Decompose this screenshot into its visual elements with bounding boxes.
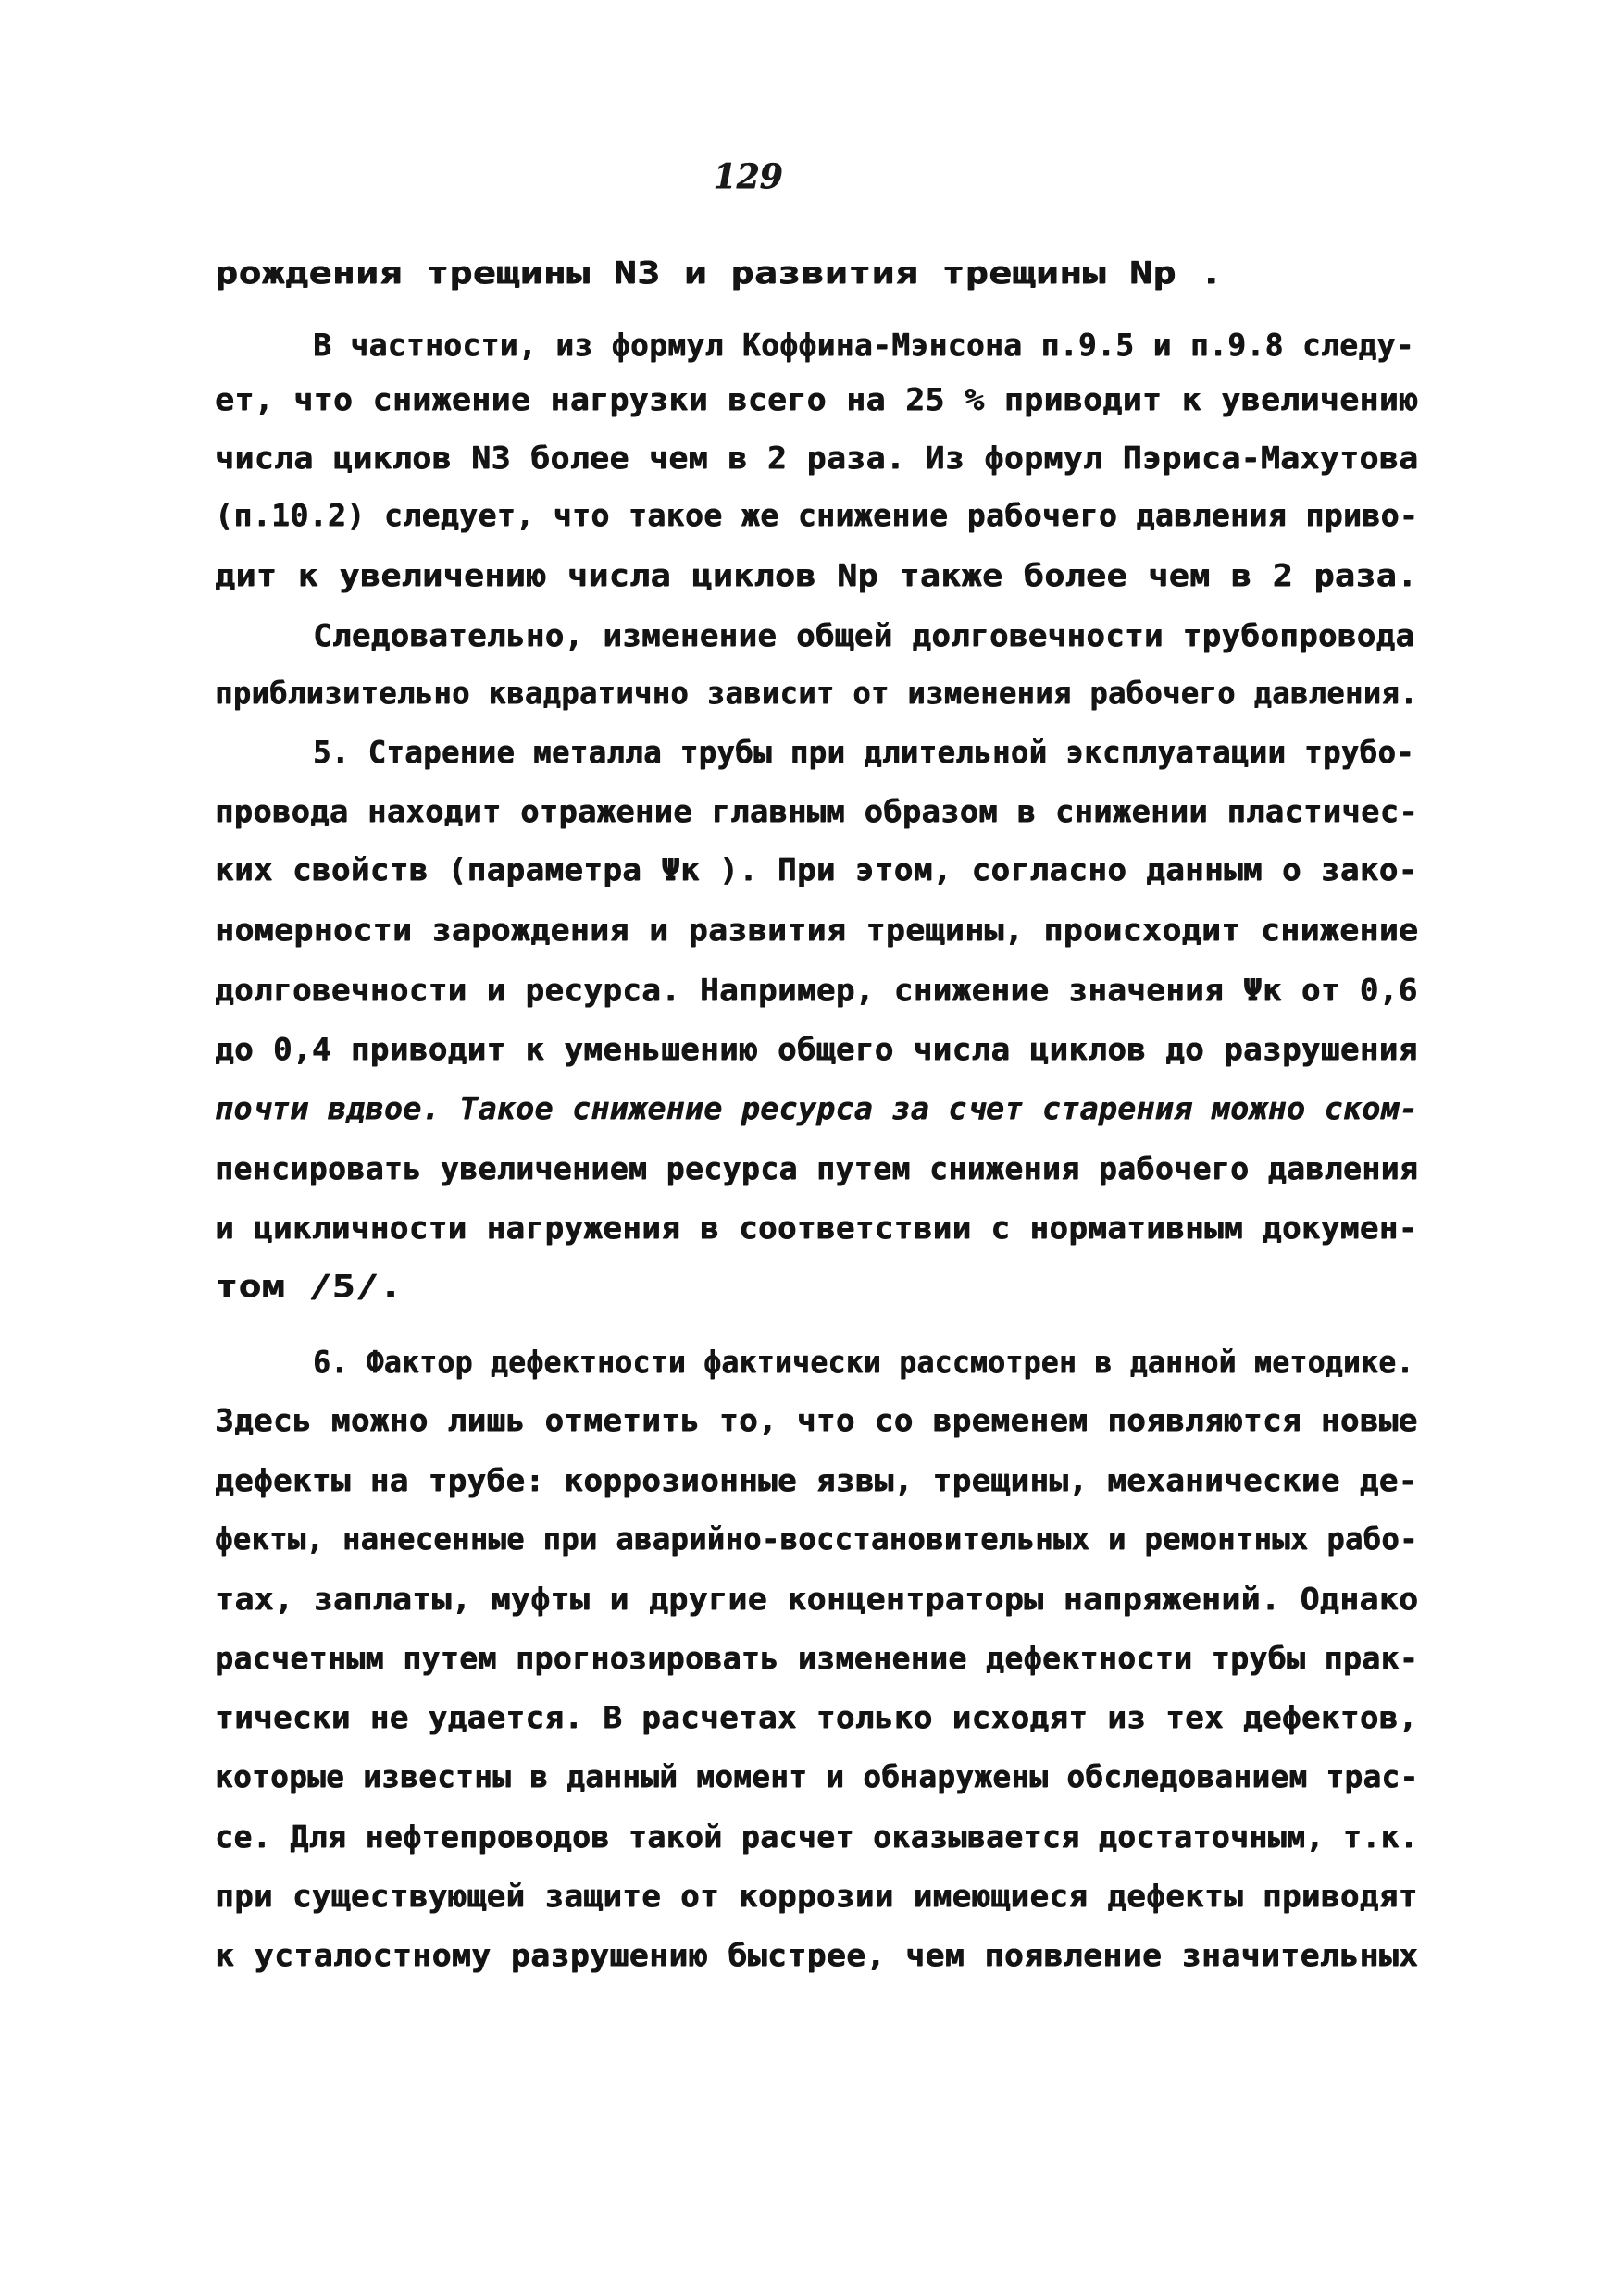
text-line-3: ет, что снижение нагрузки всего на 25 % приводит к увеличению: [215, 381, 1419, 417]
text-line-14: до 0,4 приводит к уменьшению общего числа циклов до разрушения: [215, 1031, 1418, 1067]
text-line-29: к усталостному разрушению быстрее, чем появление значительных: [215, 1937, 1419, 1973]
text-line-15: почти вдвое. Такое снижение ресурса за счет старения можно ском-: [215, 1090, 1419, 1126]
text-line-18: том /5/.: [215, 1268, 403, 1304]
text-line-13: долговечности и ресурса. Например, снижение значения Ψк от 0,6: [215, 972, 1418, 1008]
text-line-28: при существующей защите от коррозии имеющиеся дефекты приводят: [215, 1878, 1418, 1914]
text-line-12: номерности зарождения и развития трещины, происходит снижение: [215, 912, 1419, 948]
text-line-7: Следовательно, изменение общей долговечности трубопровода: [313, 617, 1415, 653]
text-line-24: расчетным путем прогнозировать изменение дефектности трубы прак-: [215, 1640, 1419, 1676]
text-line-5: (п.10.2) следует, что такое же снижение рабочего давления приво-: [215, 497, 1419, 533]
text-line-2: В частности, из формул Коффина-Мэнсона п.9.5 и п.9.8 следу-: [313, 327, 1414, 363]
text-line-4: числа циклов N3 более чем в 2 раза. Из формул Пэриса-Махутова: [215, 440, 1419, 476]
text-line-22: фекты, нанесенные при аварийно-восстановительных и ремонтных рабо-: [215, 1520, 1418, 1557]
text-line-9: 5. Старение металла трубы при длительной эксплуатации трубо-: [313, 734, 1415, 770]
text-line-21: дефекты на трубе: коррозионные язвы, трещины, механические де-: [215, 1462, 1418, 1498]
text-line-17: и цикличности нагружения в соответствии с нормативным докумен-: [215, 1210, 1418, 1246]
text-line-27: се. Для нефтепроводов такой расчет оказывается достаточным, т.к.: [215, 1818, 1419, 1855]
text-line-25: тически не удается. В расчетах только исходят из тех дефектов,: [215, 1699, 1418, 1735]
text-line-11: ких свойств (параметра Ψк ). При этом, согласно данным о зако-: [215, 851, 1418, 887]
page-number: 129: [713, 157, 783, 196]
text-line-23: тах, заплаты, муфты и другие концентраторы напряжений. Однако: [215, 1581, 1419, 1617]
text-line-16: пенсировать увеличением ресурса путем снижения рабочего давления: [215, 1150, 1419, 1186]
text-line-19: 6. Фактор дефектности фактически рассмотрен в данной методике.: [313, 1344, 1414, 1380]
text-line-10: провода находит отражение главным образом в снижении пластичес-: [215, 793, 1418, 829]
text-line-1: рождения трещины N3 и развития трещины Np .: [215, 254, 1224, 291]
text-line-26: которые известны в данный момент и обнаружены обследованием трас-: [215, 1758, 1419, 1794]
text-line-8: приблизительно квадратично зависит от изменения рабочего давления.: [215, 675, 1418, 711]
text-line-20: Здесь можно лишь отметить то, что со временем появляются новые: [215, 1402, 1418, 1438]
text-line-6: дит к увеличению числа циклов Np также более чем в 2 раза.: [215, 557, 1418, 593]
